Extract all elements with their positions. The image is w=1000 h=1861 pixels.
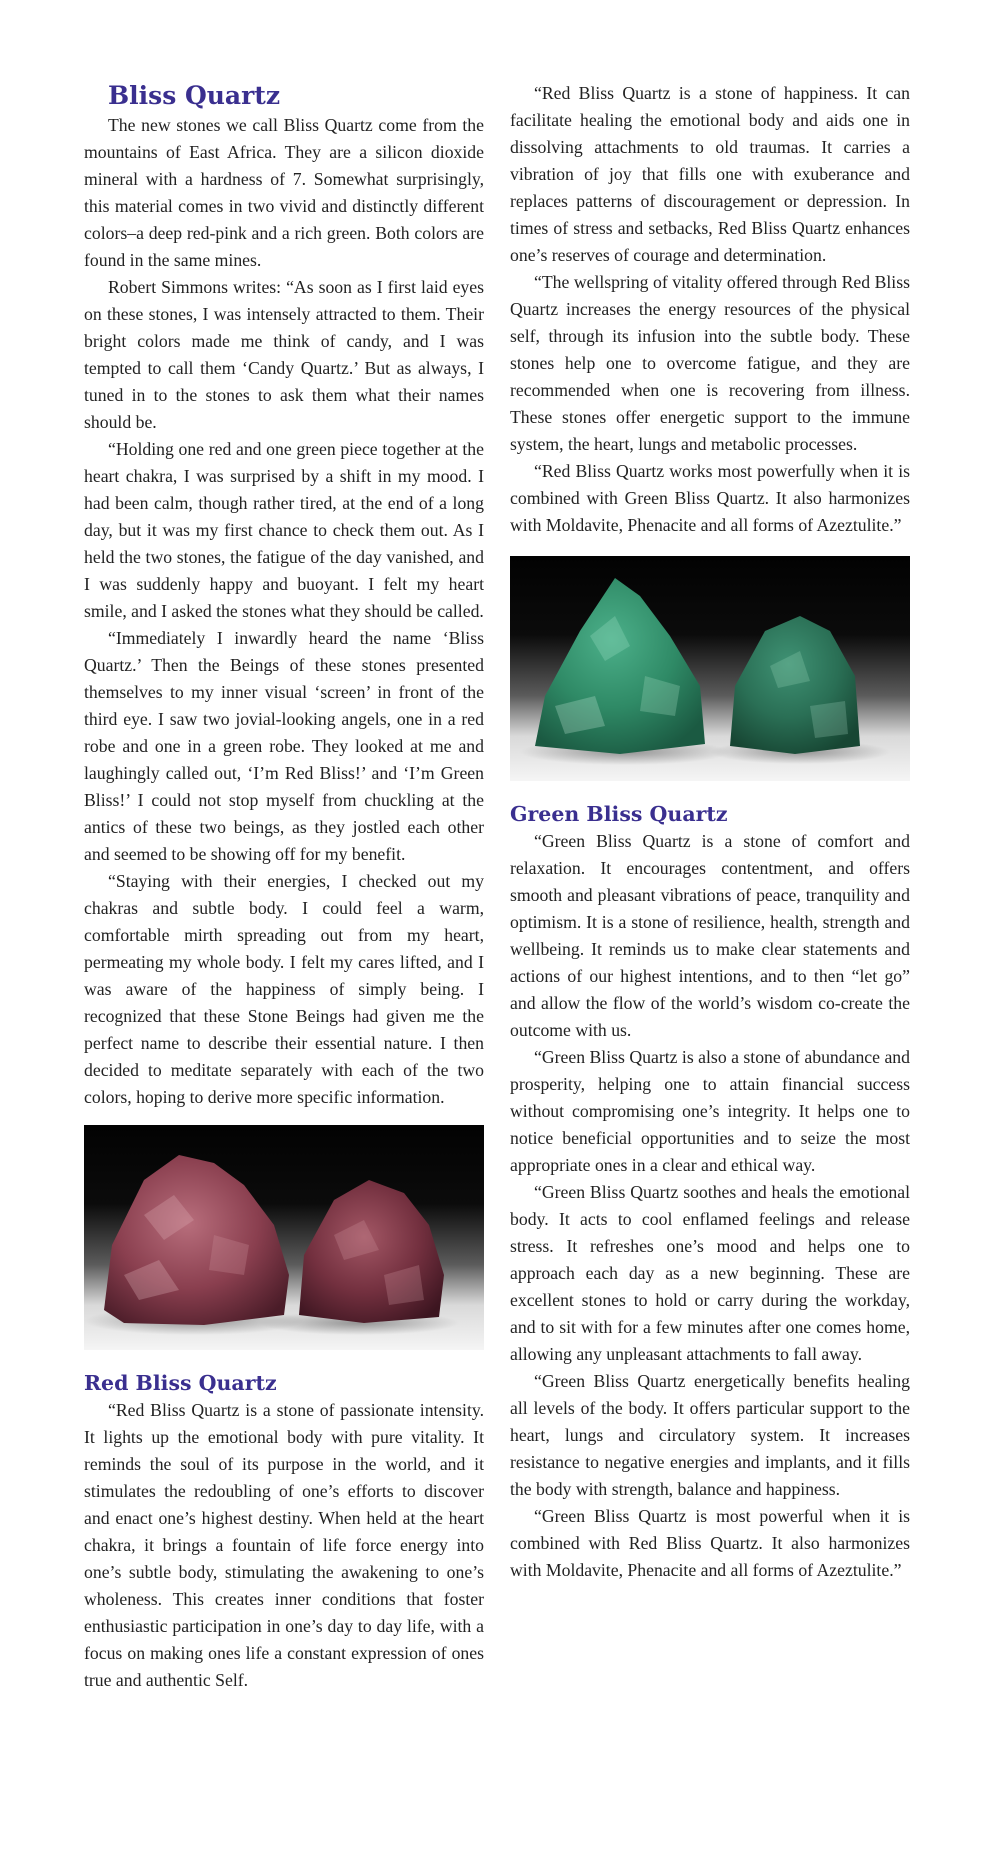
- right-column: [510, 80, 910, 1584]
- green-bliss-paragraph: “Green Bliss Quartz is most powerful when it is combined with Red Bliss Quartz. It also harmonizes with Moldavite, Phenacite and all forms of Azeztulite.”: [510, 1506, 910, 1580]
- intro-paragraph: “Staying with their energies, I checked out my chakras and subtle body. I could feel a warm, comfortable mirth spreading out from my heart, permeating my whole body. I felt my cares lifted, and I was aware of the happiness of simply being. I recognized that these Stone Beings had given me the perfect name to describe their essential nature. I then decided to meditate separately with each of the two colors, hoping to derive more specific information.: [84, 871, 484, 1107]
- green-stones-image: [510, 556, 910, 781]
- left-column: [84, 80, 484, 1694]
- page-title: Bliss Quartz: [108, 81, 281, 110]
- red-bliss-quartz-photo: [84, 1125, 484, 1350]
- red-bliss-paragraph: “Red Bliss Quartz works most powerfully when it is combined with Green Bliss Quartz. It also harmonizes with Moldavite, Phenacite and all forms of Azeztulite.”: [510, 461, 910, 535]
- green-bliss-heading: Green Bliss Quartz: [510, 802, 728, 826]
- intro-paragraph: “Holding one red and one green piece together at the heart chakra, I was surprised by a shift in my mood. I had been calm, though rather tired, at the end of a long day, but it was my first chance to check them out. As I held the two stones, the fatigue of the day vanished, and I was suddenly happy and buoyant. I felt my heart smile, and I asked the stones what they should be called.: [84, 439, 484, 621]
- intro-paragraph: The new stones we call Bliss Quartz come from the mountains of East Africa. They are a silicon dioxide mineral with a hardness of 7. Somewhat surprisingly, this material comes in two vivid and distinctly different colors–a deep red-pink and a rich green. Both colors are found in the same mines.: [84, 115, 484, 270]
- green-bliss-paragraph: “Green Bliss Quartz is also a stone of abundance and prosperity, helping one to attain financial success without compromising one’s integrity. It helps one to notice beneficial opportunities and to seize the most appropriate ones in a clear and ethical way.: [510, 1047, 910, 1175]
- red-bliss-paragraph: “Red Bliss Quartz is a stone of happiness. It can facilitate healing the emotional body and aids one in dissolving attachments to old traumas. It carries a vibration of joy that fills one with exuberance and replaces patterns of discouragement or depression. In times of stress and setbacks, Red Bliss Quartz enhances one’s reserves of courage and determination.: [510, 83, 910, 265]
- red-stones-image: [84, 1125, 484, 1350]
- red-bliss-paragraph: “The wellspring of vitality offered through Red Bliss Quartz increases the energy resources of the physical self, through its infusion into the subtle body. These stones help one to overcome fatigue, and they are recommended when one is recovering from illness. These stones offer energetic support to the immune system, the heart, lungs and metabolic processes.: [510, 272, 910, 454]
- green-bliss-paragraph: “Green Bliss Quartz is a stone of comfort and relaxation. It encourages contentment, and offers smooth and pleasant vibrations of peace, tranquility and optimism. It is a stone of resilience, health, strength and wellbeing. It reminds us to make clear statements and actions of our highest intentions, and to then “let go” and allow the flow of the world’s wisdom co-create the outcome with us.: [510, 831, 910, 1040]
- red-bliss-heading: Red Bliss Quartz: [84, 1371, 277, 1395]
- red-bliss-paragraph: “Red Bliss Quartz is a stone of passionate intensity. It lights up the emotional body with pure vitality. It reminds the soul of its purpose in the world, and it stimulates the redoubling of one’s efforts to discover and enact one’s highest destiny. When held at the heart chakra, it brings a fountain of life force energy into one’s subtle body, stimulating the awakening to one’s wholeness. This creates inner conditions that foster enthusiastic participation in one’s day to day life, with a focus on making ones life a constant expression of ones true and authentic Self.: [84, 1400, 484, 1690]
- green-bliss-paragraph: “Green Bliss Quartz soothes and heals the emotional body. It acts to cool enflamed feelings and release stress. It refreshes one’s mood and helps one to approach each day as a new beginning. These are excellent stones to hold or carry during the workday, and to sit with for a few minutes after one comes home, allowing any unpleasant attachments to fall away.: [510, 1182, 910, 1364]
- green-bliss-paragraph: “Green Bliss Quartz energetically benefits healing all levels of the body. It offers particular support to the heart, lungs and circulatory system. It increases resistance to negative energies and implants, and it fills the body with strength, balance and happiness.: [510, 1371, 910, 1499]
- intro-paragraph: “Immediately I inwardly heard the name ‘Bliss Quartz.’ Then the Beings of these stones presented themselves to my inner visual ‘screen’ in front of the third eye. I saw two jovial-looking angels, one in a red robe and one in a green robe. They looked at me and laughingly called out, ‘I’m Red Bliss!’ and ‘I’m Green Bliss!’ I could not stop myself from chuckling at the antics of these two beings, as they jostled each other and seemed to be showing off for my benefit.: [84, 628, 484, 864]
- intro-paragraph: Robert Simmons writes: “As soon as I first laid eyes on these stones, I was intensely attracted to them. Their bright colors made me think of candy, and I was tempted to call them ‘Candy Quartz.’ But as always, I tuned in to the stones to ask them what their names should be.: [84, 277, 484, 432]
- green-bliss-quartz-photo: [510, 556, 910, 781]
